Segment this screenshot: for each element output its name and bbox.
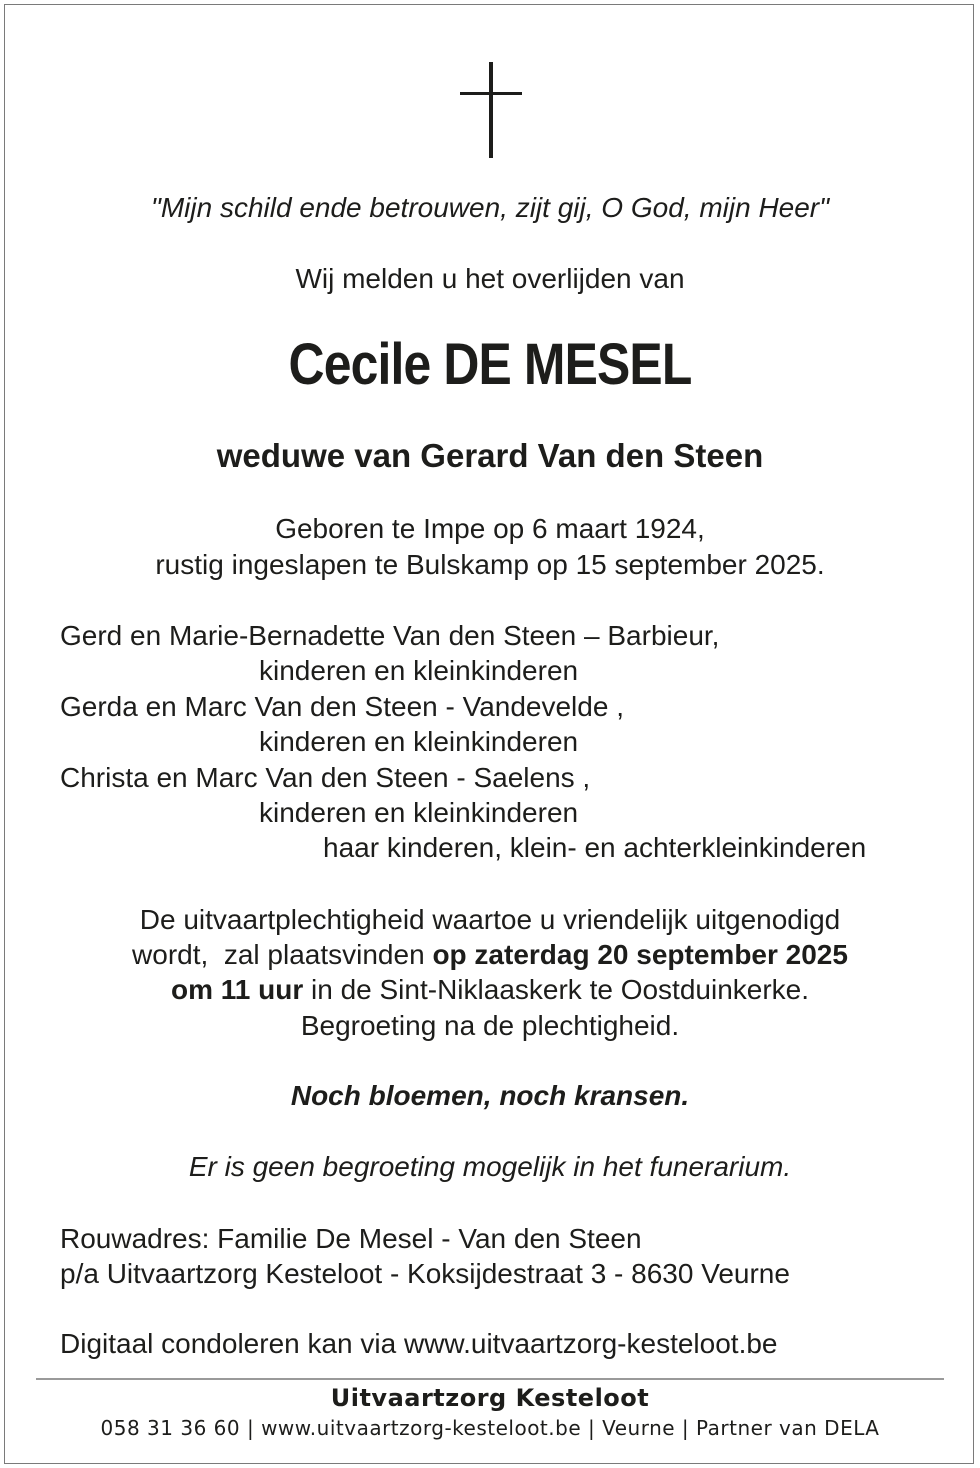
- ceremony-line: [0, 937, 980, 972]
- family-names: Christa en Marc Van den Steen - Saelens ,: [60, 762, 591, 793]
- ceremony-text: wordt, zal plaatsvinden: [132, 939, 433, 970]
- family-note: kinderen en kleinkinderen: [259, 655, 579, 686]
- funeral-home-name: Uitvaartzorg Kesteloot: [330, 1384, 650, 1412]
- family-closing: haar kinderen, klein- en achterkleinkinderen: [323, 832, 867, 863]
- mourning-address-line2: p/a Uitvaartzorg Kesteloot - Koksijdestraat 3 - 8630 Veurne: [60, 1258, 790, 1289]
- birth-line: Geboren te Impe op 6 maart 1924,: [275, 513, 705, 544]
- ceremony-date: op zaterdag 20 september 2025: [432, 939, 848, 970]
- family-names: Gerda en Marc Van den Steen - Vandevelde ,: [60, 691, 624, 722]
- ceremony-line: [0, 972, 980, 1007]
- condolence-line: Digitaal condoleren kan via www.uitvaartzorg-kesteloot.be: [60, 1328, 778, 1359]
- mourning-address: Rouwadres: Familie De Mesel - Van den Steen: [60, 1223, 642, 1254]
- no-visitation-note: Er is geen begroeting mogelijk in het funerarium.: [188, 1151, 792, 1182]
- family-names: Gerd en Marie-Bernadette Van den Steen – Barbieur,: [60, 620, 720, 651]
- ceremony-line: Begroeting na de plechtigheid.: [300, 1010, 680, 1041]
- deceased-name: Cecile DE MESEL: [288, 332, 692, 397]
- ceremony-time: om 11 uur: [170, 974, 304, 1005]
- ceremony-location: in de Sint-Niklaaskerk te Oostduinkerke.: [303, 974, 810, 1005]
- death-line: rustig ingeslapen te Bulskamp op 15 september 2025.: [155, 549, 825, 580]
- family-note: kinderen en kleinkinderen: [259, 797, 579, 828]
- funeral-home-info: 058 31 36 60 | www.uitvaartzorg-kesteloot.be | Veurne | Partner van DELA: [100, 1416, 880, 1440]
- ceremony-line: De uitvaartplechtigheid waartoe u vriendelijk uitgenodigd: [139, 904, 841, 935]
- intro-text: Wij melden u het overlijden van: [295, 263, 685, 294]
- family-note: kinderen en kleinkinderen: [259, 726, 579, 757]
- no-flowers-note: Noch bloemen, noch kransen.: [290, 1080, 690, 1111]
- widow-of: weduwe van Gerard Van den Steen: [216, 437, 764, 474]
- bible-quote: "Mijn schild ende betrouwen, zijt gij, O God, mijn Heer": [150, 192, 830, 223]
- latin-cross-icon: [460, 62, 522, 160]
- footer-divider: [36, 1378, 944, 1380]
